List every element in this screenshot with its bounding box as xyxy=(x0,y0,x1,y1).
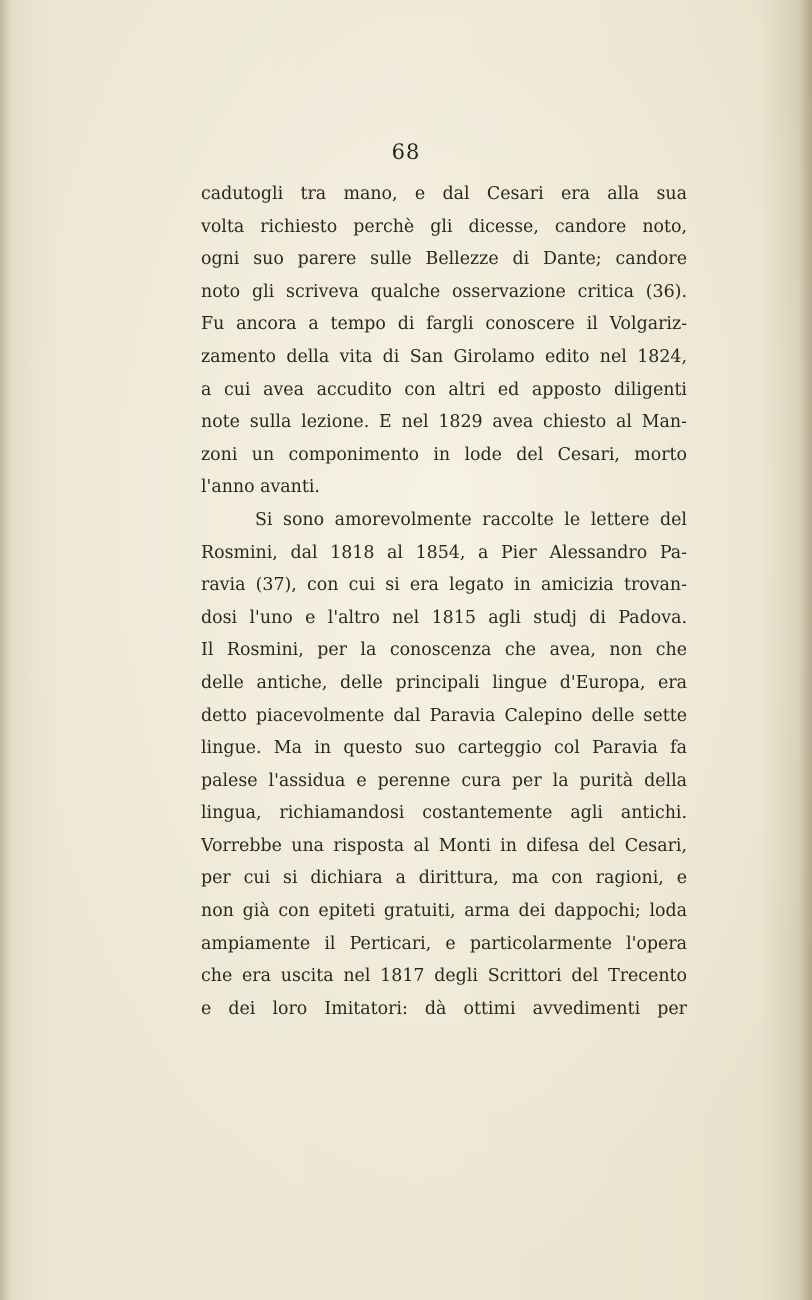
text-line: Il Rosmini, per la conoscenza che avea, non che xyxy=(201,640,687,661)
text-line: lingue. Ma in questo suo carteggio col Paravia fa xyxy=(201,738,687,759)
text-line: lingua, richiamandosi costantemente agli antichi. xyxy=(201,803,687,824)
text-line: ravia (37), con cui si era legato in amicizia trovan- xyxy=(201,575,687,596)
text-line: volta richiesto perchè gli dicesse, candore noto, xyxy=(201,216,687,237)
text-line: noto gli scriveva qualche osservazione critica (36). xyxy=(201,281,687,302)
text-line: ampiamente il Perticari, e particolarmente l'opera xyxy=(201,933,687,954)
text-line: ogni suo parere sulle Bellezze di Dante; candore xyxy=(201,249,687,270)
text-line: zoni un componimento in lode del Cesari, morto xyxy=(201,444,687,465)
text-line: a cui avea accudito con altri ed apposto diligenti xyxy=(201,379,687,400)
text-line: Fu ancora a tempo di fargli conoscere il Volgariz- xyxy=(201,314,687,335)
text-line: note sulla lezione. E nel 1829 avea chiesto al Man- xyxy=(201,412,687,433)
text-line: non già con epiteti gratuiti, arma dei dappochi; loda xyxy=(201,901,687,922)
text-line: delle antiche, delle principali lingue d'Europa, era xyxy=(201,672,687,693)
text-line: palese l'assidua e perenne cura per la purità della xyxy=(201,770,687,791)
page-number: 68 xyxy=(391,140,421,164)
text-line: Rosmini, dal 1818 al 1854, a Pier Alessandro Pa- xyxy=(201,542,687,563)
text-line: zamento della vita di San Girolamo edito nel 1824, xyxy=(201,346,687,367)
text-line: che era uscita nel 1817 degli Scrittori del Trecento xyxy=(201,966,687,987)
text-line: Si sono amorevolmente raccolte le lettere del xyxy=(255,509,687,530)
text-line: cadutogli tra mano, e dal Cesari era alla sua xyxy=(201,184,687,204)
text-line: dosi l'uno e l'altro nel 1815 agli studj di Padova. xyxy=(201,607,687,628)
text-line: e dei loro Imitatori: dà ottimi avvedimenti per xyxy=(201,998,687,1019)
body-text xyxy=(201,178,687,1025)
text-line: Vorrebbe una risposta al Monti in difesa del Cesari, xyxy=(201,835,687,856)
text-line: l'anno avanti. xyxy=(201,477,320,498)
text-line: detto piacevolmente dal Paravia Calepino delle sette xyxy=(201,705,687,726)
text-line: per cui si dichiara a dirittura, ma con ragioni, e xyxy=(201,868,687,889)
